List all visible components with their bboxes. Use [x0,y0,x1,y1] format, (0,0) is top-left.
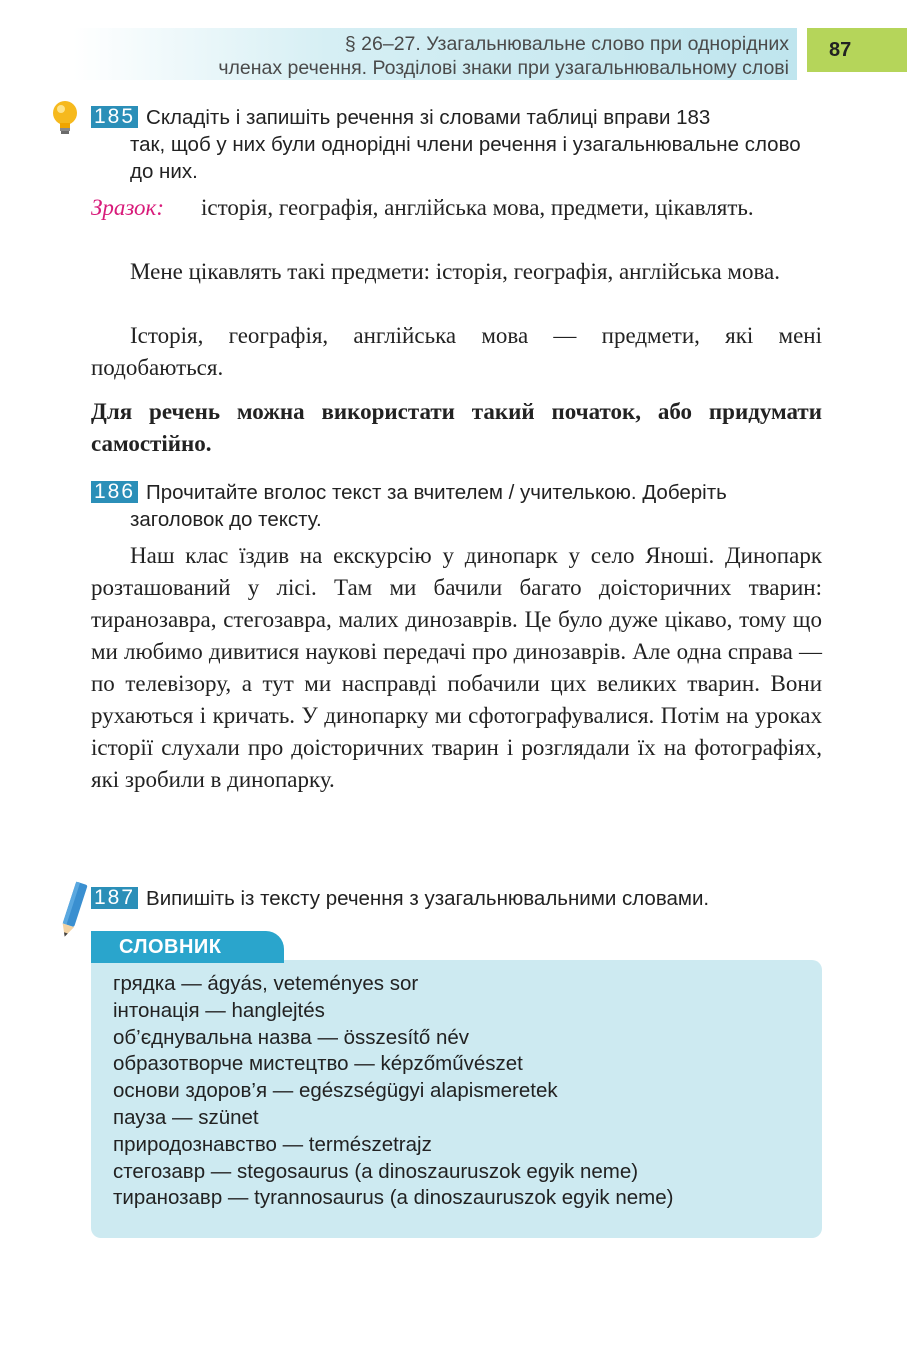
exercise-number-186: 186 [91,481,138,503]
exercise-186-task-line1: Прочитайте вголос текст за вчителем / учителькою. Доберіть [146,481,727,504]
exercise-187-task [91,885,822,912]
sample-text: історія, географія, англійська мова, предмети, цікавлять. [201,195,754,220]
section-header [89,32,789,80]
header-line-2: членах речення. Розділові знаки при узагальнювальному слові [218,57,789,79]
example-sentence-2: Історія, географія, англійська мова — предмети, які мені подобаються. [91,323,822,380]
page-number: 87 [807,28,907,72]
header-line-1: § 26–27. Узагальнювальне слово при однорідних [344,33,789,55]
exercise-number-185: 185 [91,106,138,128]
vocabulary-title: СЛОВНИК [91,931,284,963]
exercise-185-task [91,104,822,185]
exercise-187-task-text: Випишіть із тексту речення з узагальнювальними словами. [146,887,710,910]
exercise-186-task [91,479,822,533]
exercise-number-187: 187 [91,887,138,909]
example-sentence-1: Мене цікавлять такі предмети: історія, географія, англійська мова. [130,259,780,284]
vocabulary-item: інтонація — hanglejtés [113,998,325,1022]
vocabulary-item: тиранозавр — tyrannosaurus (a dinoszauruszok egyik neme) [113,1186,674,1210]
vocabulary-item: грядка — ágyás, veteményes sor [113,972,419,995]
exercise-185-task-line1: Складіть і запишіть речення зі словами таблиці вправи 183 [146,106,711,129]
vocabulary-item: об’єднувальна назва — összesítő név [113,1025,469,1049]
vocabulary-item: пауза — szünet [113,1105,259,1129]
lightbulb-icon [48,98,82,138]
vocabulary-item: стегозавр — stegosaurus (a dinoszauruszok egyik neme) [113,1159,639,1183]
exercise-185-task-rest: так, щоб у них були однорідні члени речення і узагальнювальне слово до них. [130,133,801,183]
exercise-185-sample [91,192,822,224]
vocabulary-item: образотворче мистецтво — képzőművészet [113,1052,523,1076]
vocabulary-item: природознавство — természetrajz [113,1132,432,1156]
exercise-186-text: Наш клас їздив на екскурсію у динопарк у село Яноші. Динопарк розташований у лісі. Там ми бачили багато доісторичних тварин: тиранозавра, стегозавра, малих динозаврів. Це було дуже цікаво, тому що ми любимо дивитися наукові передачі про динозаврів. Але одна справа — по телевізору, а тут ми насправді побачили цих великих тварин. Вони рухаються і кричать. У динопарку ми сфотографувалися. Потім на уроках історії слухали про доісторичних тварин і розглядали їх на фотографіях, які зробили в динопарку. [91,543,822,792]
sample-label: Зразок: [91,195,164,220]
vocabulary-box [91,960,822,1238]
pencil-icon [56,880,90,942]
exercise-186-task-rest: заголовок до тексту. [130,508,322,531]
vocabulary-item: основи здоров’я — egészségügyi alapismeretek [113,1079,558,1103]
exercise-185-note: Для речень можна використати такий початок, або придумати самостійно. [91,399,822,456]
